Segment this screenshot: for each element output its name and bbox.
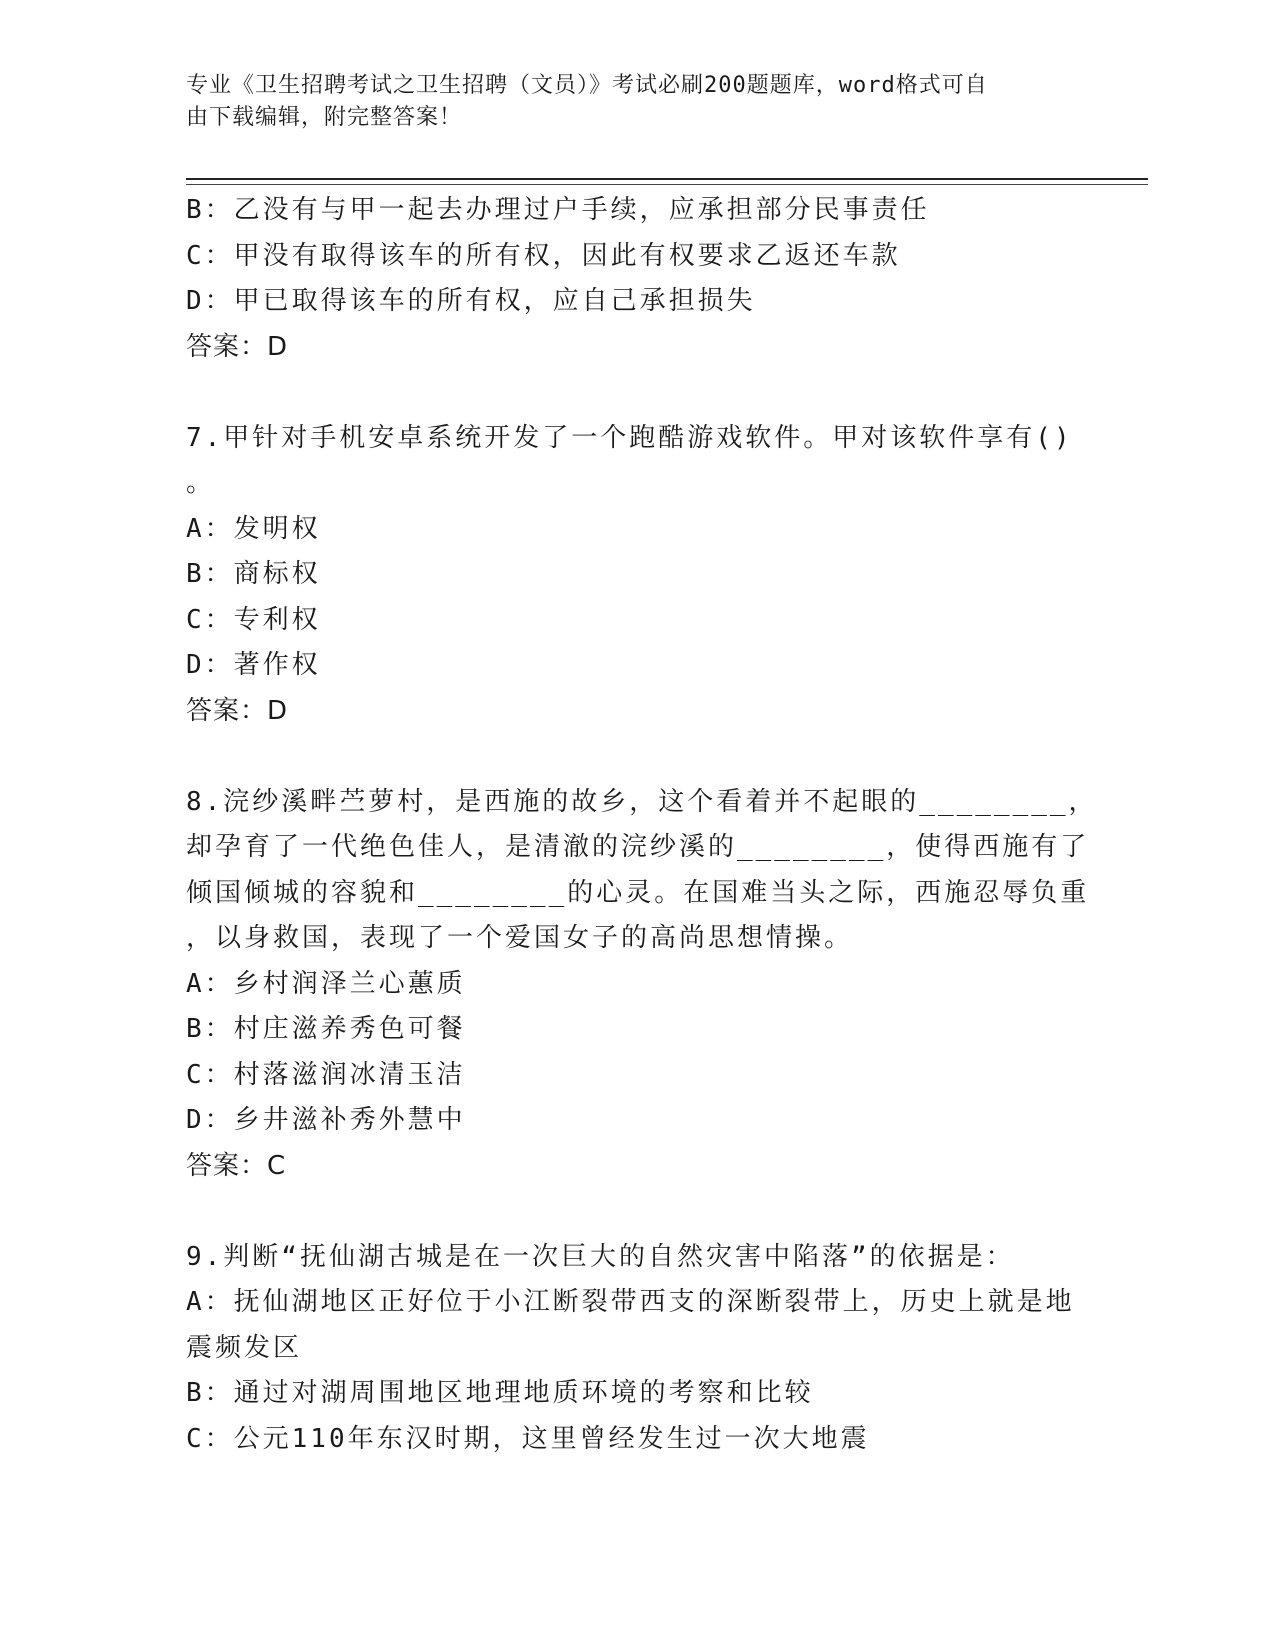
q8-option-d: D：乡井滋补秀外慧中 xyxy=(186,1105,466,1135)
q9-option-a-line-1: A：抚仙湖地区正好位于小江断裂带西支的深断裂带上，历史上就是地 xyxy=(186,1287,1075,1317)
header-divider-thin xyxy=(186,184,1148,185)
q9-option-c: C：公元110年东汉时期，这里曾经发生过一次大地震 xyxy=(186,1423,870,1454)
q9-option-a-line-2: 震频发区 xyxy=(186,1332,303,1363)
question-8 xyxy=(186,780,1098,1190)
q7-stem-line-2: 。 xyxy=(186,468,216,498)
q7-option-c: C：专利权 xyxy=(186,604,321,635)
spacer xyxy=(186,734,1066,780)
q6-answer: 答案：D xyxy=(186,331,289,362)
q8-option-b: B：村庄滋养秀色可餐 xyxy=(186,1014,466,1044)
q9-option-b: B：通过对湖周围地区地理地质环境的考察和比较 xyxy=(186,1378,814,1408)
q6-option-c: C：甲没有取得该车的所有权，因此有权要求乙返还车款 xyxy=(186,240,901,271)
q7-stem-line-1: 7.甲针对手机安卓系统开发了一个跑酷游戏软件。甲对该软件享有() xyxy=(186,422,1073,453)
q8-stem-line-2: 却孕育了一代绝色佳人，是清澈的浣纱溪的________，使得西施有了 xyxy=(186,832,1090,862)
question-9 xyxy=(186,1235,1075,1463)
question-list xyxy=(186,188,1098,1462)
q6-option-b: B：乙没有与甲一起去办理过户手续，应承担部分民事责任 xyxy=(186,195,930,225)
q8-stem-line-1: 8.浣纱溪畔苎萝村，是西施的故乡，这个看着并不起眼的________， xyxy=(186,786,1098,817)
q7-option-a: A：发明权 xyxy=(186,513,321,544)
q8-stem-line-4: ，以身救国，表现了一个爱国女子的高尚思想情操。 xyxy=(186,923,854,953)
q9-stem-line-1: 9.判断“抚仙湖古城是在一次巨大的自然灾害中陷落”的依据是： xyxy=(186,1241,1015,1272)
spacer xyxy=(186,370,1066,416)
question-7 xyxy=(186,416,1073,735)
spacer xyxy=(186,1189,1066,1235)
header-divider-thick xyxy=(186,178,1148,180)
q7-option-d: D：著作权 xyxy=(186,650,321,680)
q8-option-a: A：乡村润泽兰心蕙质 xyxy=(186,968,466,999)
q7-answer: 答案：D xyxy=(186,695,289,726)
q6-option-d: D：甲已取得该车的所有权，应自己承担损失 xyxy=(186,286,756,316)
q8-option-c: C：村落滋润冰清玉洁 xyxy=(186,1059,466,1090)
q7-option-b: B：商标权 xyxy=(186,559,321,589)
header-title-line-2: 由下载编辑，附完整答案！ xyxy=(186,105,463,130)
question-6 xyxy=(186,188,1066,370)
q8-answer: 答案：C xyxy=(186,1150,287,1181)
header-title-line-1: 专业《卫生招聘考试之卫生招聘（文员）》考试必刷200题题库，word格式可自 xyxy=(186,73,988,98)
q8-stem-line-3: 倾国倾城的容貌和________的心灵。在国难当头之际，西施忍辱负重 xyxy=(186,877,1090,908)
document-header xyxy=(186,70,1066,134)
